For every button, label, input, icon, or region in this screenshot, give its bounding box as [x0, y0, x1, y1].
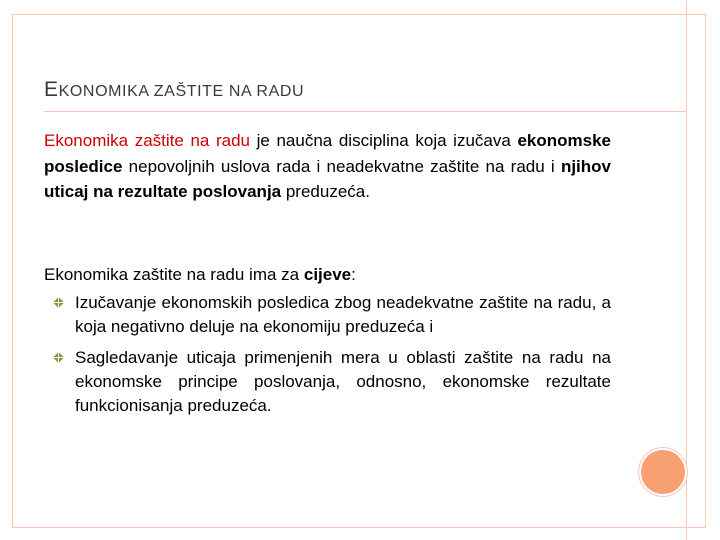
sidebar-divider — [686, 0, 687, 540]
list-item — [44, 346, 611, 418]
goals-list — [44, 291, 611, 425]
bold-phrase-uticaj: njihov uticaj na rezultate poslovanja — [44, 156, 611, 201]
title-first-letter: E — [44, 78, 59, 101]
goals-intro-text: Ekonomika zaštite na radu ima za — [44, 265, 304, 284]
bold-phrase-posledice: ekonomske posledice — [44, 131, 611, 176]
goals-intro — [44, 262, 611, 287]
para-text-3: preduzeća. — [281, 182, 370, 201]
title-text: KONOMIKA ZAŠTITE NA RADU — [58, 83, 305, 100]
diamond-bullet-icon — [53, 352, 64, 363]
term-highlight: Ekonomika zaštite na radu — [44, 131, 250, 150]
diamond-bullet-icon — [53, 297, 64, 308]
decorative-circle — [641, 450, 685, 494]
list-item — [44, 291, 611, 339]
goals-keyword: cijeve — [303, 265, 352, 284]
title-underline — [44, 111, 686, 112]
list-item-text: Izučavanje ekonomskih posledica zbog neadekvatne zaštite na radu, a koja negativno deluje na ekonomiju preduzeća i — [75, 293, 611, 336]
definition-paragraph — [44, 128, 611, 205]
list-item-text: Sagledavanje uticaja primenjenih mera u oblasti zaštite na radu na ekonomske principe poslovanja, odnosno, ekonomske rezultate funkcionisanja preduzeća. — [75, 348, 611, 415]
goals-colon: : — [351, 265, 356, 284]
slide-title — [44, 78, 644, 102]
para-text-2: nepovoljnih uslova rada i neadekvatne zaštite na radu i — [122, 156, 561, 176]
para-text-1: je naučna disciplina koja izučava — [250, 131, 518, 150]
